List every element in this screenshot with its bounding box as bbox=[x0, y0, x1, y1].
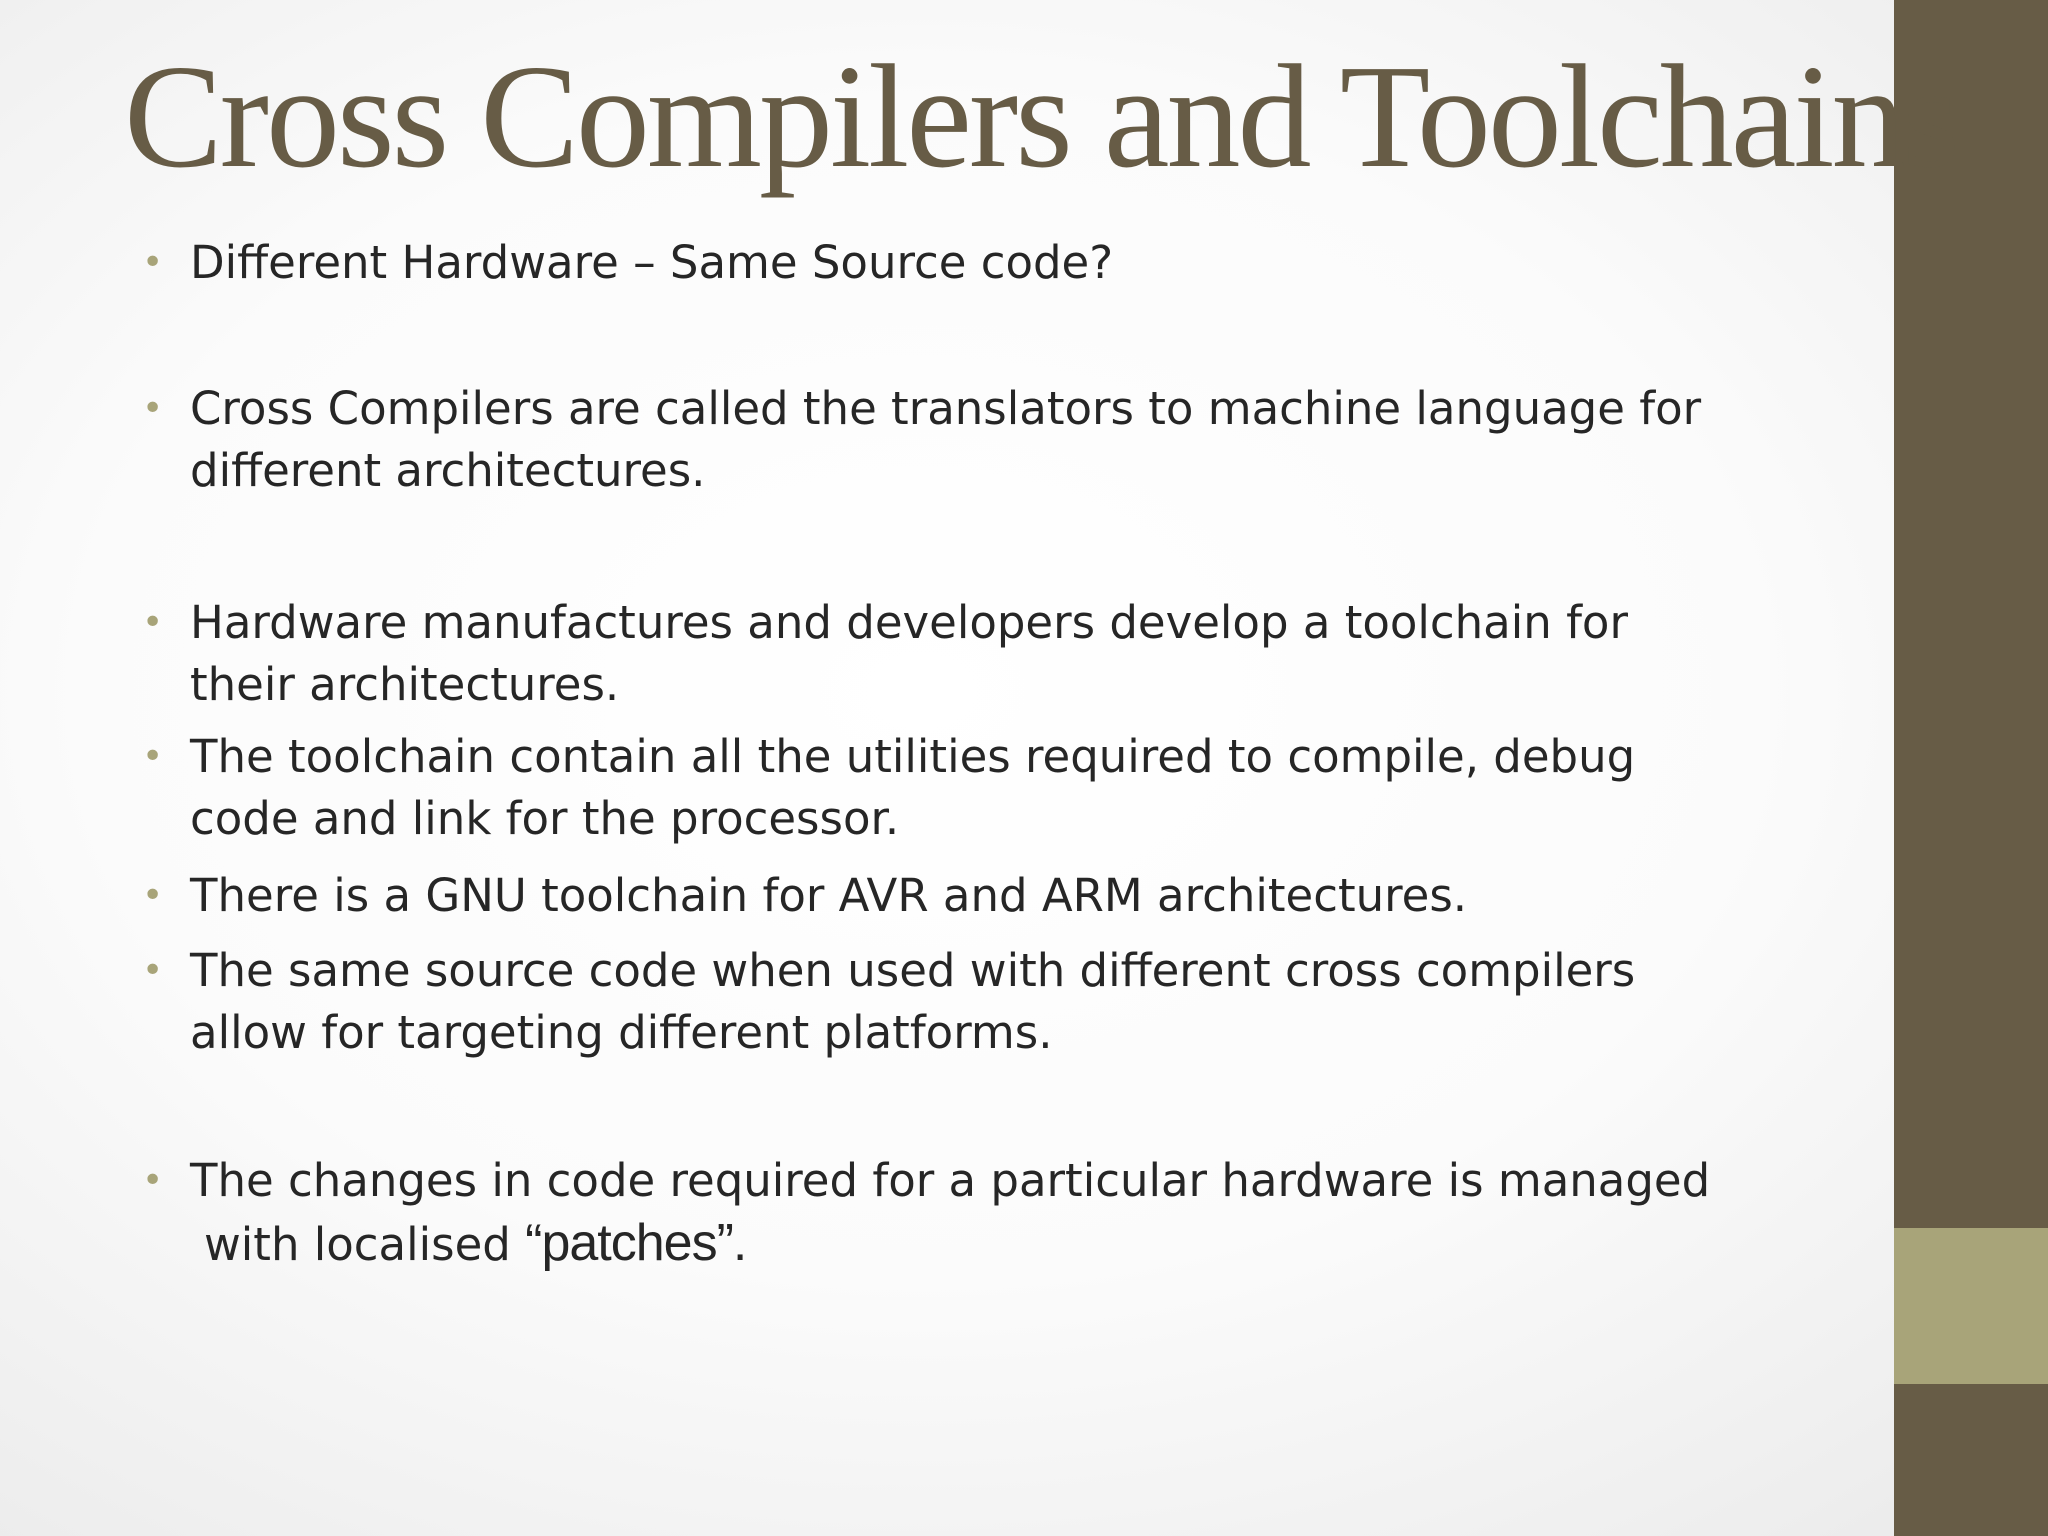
bullet-line: The changes in code required for a particular hardware is managed bbox=[190, 1154, 1711, 1207]
bullet-line: different architectures. bbox=[190, 444, 706, 497]
patches-word: patches bbox=[541, 1214, 717, 1272]
bullet-icon: • bbox=[142, 875, 164, 916]
bullet-line: code and link for the processor. bbox=[190, 792, 900, 845]
bullet-line: Cross Compilers are called the translators to machine language for bbox=[190, 382, 1702, 435]
open-quote: “ bbox=[525, 1214, 542, 1272]
bullet-item bbox=[142, 378, 1750, 502]
bullet-item bbox=[142, 1150, 1750, 1276]
slide-title: Cross Compilers and Toolchains bbox=[124, 35, 1958, 199]
bullet-icon: • bbox=[142, 950, 164, 991]
bullet-line: Different Hardware – Same Source code? bbox=[190, 236, 1114, 289]
bullet-icon: • bbox=[142, 242, 164, 283]
bullet-line: There is a GNU toolchain for AVR and ARM architectures. bbox=[190, 869, 1468, 922]
bullet-line-prefix: with localised bbox=[204, 1218, 526, 1271]
bullet-icon: • bbox=[142, 1160, 164, 1201]
bullet-line: Hardware manufactures and developers develop a toolchain for bbox=[190, 596, 1628, 649]
bullet-line: allow for targeting different platforms. bbox=[190, 1006, 1053, 1059]
bullet-line: The toolchain contain all the utilities required to compile, debug bbox=[190, 730, 1636, 783]
bullet-item bbox=[142, 592, 1750, 716]
bullet-item bbox=[142, 726, 1750, 850]
bullet-icon: • bbox=[142, 602, 164, 643]
bullet-icon: • bbox=[142, 388, 164, 429]
bullet-item bbox=[142, 940, 1750, 1064]
bullet-line bbox=[190, 1212, 1750, 1276]
bullet-line: their architectures. bbox=[190, 658, 620, 711]
bullet-item bbox=[142, 865, 1750, 927]
close-quote: ”. bbox=[716, 1214, 747, 1272]
sidebar-accent-block bbox=[1894, 1228, 2048, 1384]
bullet-icon: • bbox=[142, 736, 164, 777]
bullet-item bbox=[142, 232, 1750, 294]
bullet-line: The same source code when used with different cross compilers bbox=[190, 944, 1636, 997]
